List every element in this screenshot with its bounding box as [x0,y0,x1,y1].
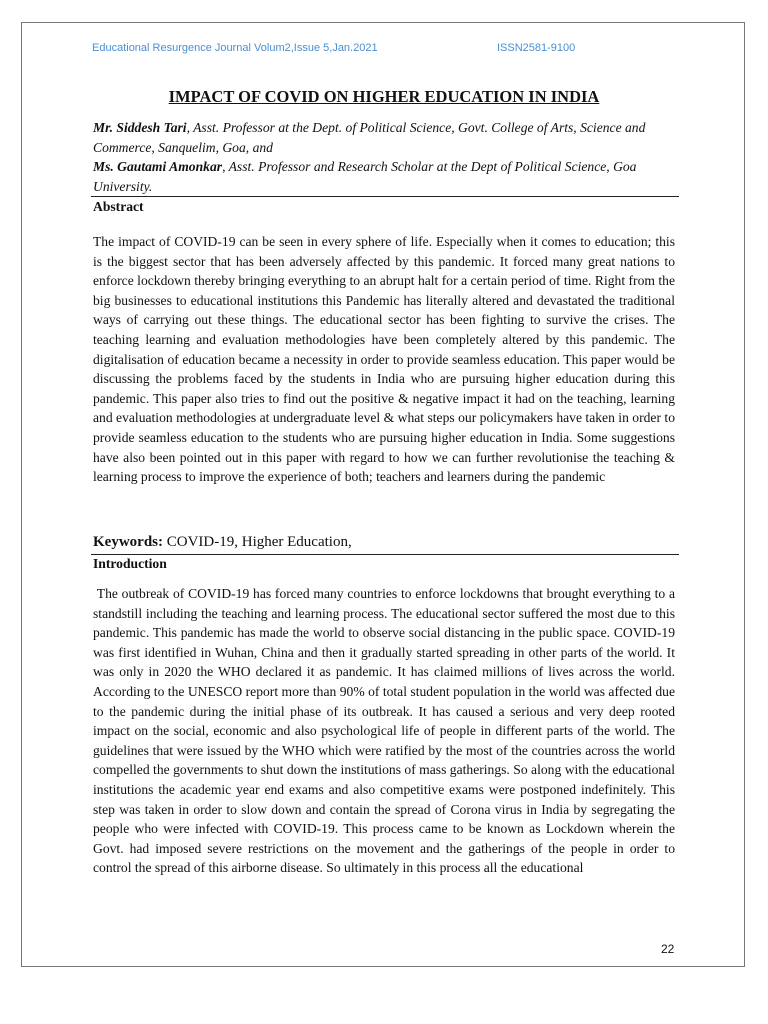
keywords-line [93,534,352,551]
author-block [93,118,683,196]
keywords-label: Keywords: [93,534,163,550]
author-affiliation: , Asst. Professor and Research Scholar at the Dept of Political Science, Goa University. [93,159,637,194]
journal-citation: Educational Resurgence Journal Volum2,Issue 5,Jan.2021 [92,42,378,54]
divider-rule [91,554,679,555]
author-name: Mr. Siddesh Tari [93,120,187,135]
abstract-heading: Abstract [93,199,144,214]
divider-rule [91,196,679,197]
paper-title: IMPACT OF COVID ON HIGHER EDUCATION IN INDIA [168,87,600,106]
introduction-heading: Introduction [93,556,167,571]
introduction-text: The outbreak of COVID-19 has forced many countries to enforce lockdowns that brought everything to a standstill including the teaching and learning process. The educational sector suffered the most due to this pandemic. This pandemic has made the world to observe social distancing in the public space. COVID-19 was first identified in Wuhan, China and then it gradually started spreading in other parts of the world. It was only in 2020 the WHO declared it as pandemic. It has claimed millions of lives across the world. According to the UNESCO report more than 90% of total student population in the world was affected due to the pandemic during the initial phase of its outbreak. It has caused a serious and very deep rooted impact on the social, economic and also psychological life of people in different parts of the world. The guidelines that were issued by the WHO which were ratified by the most of the countries across the world compelled the governments to shut down the institutions of mass gatherings. So along with the educational institutions the academic year end exams and also competitive exams were postponed indefinitely. This step was taken in order to slow down and contain the spread of Corona virus in India by segregating the people who were infected with COVID-19. This process came to be known as Lockdown wherein the Govt. had imposed severe restrictions on the movement and the gatherings of the people in order to control the spread of this airborne disease. So ultimately in this process all the educational [93,586,675,876]
author-entry [93,157,683,196]
keywords-value: COVID-19, Higher Education, [163,534,352,550]
author-entry [93,118,683,157]
issn-number: ISSN2581-9100 [497,42,576,54]
page-number: 22 [661,942,675,956]
author-name: Ms. Gautami Amonkar [93,159,223,174]
author-affiliation: , Asst. Professor at the Dept. of Political Science, Govt. College of Arts, Science and Commerce, Sanquelim, Goa, and [93,120,646,155]
abstract-text: The impact of COVID-19 can be seen in every sphere of life. Especially when it comes to education; this is the biggest sector that has been adversely affected by this pandemic. It forced many great nations to enforce lockdown thereby bringing everything to an abrupt halt for a certain period of time. Right from the big businesses to educational institutions this Pandemic has literally altered and devastated the traditional ways of carrying out these things. The educational sector has been fighting to survive the crises. The teaching learning and evaluation methodologies have been completely altered by this pandemic. The digitalisation of education became a necessity in order to provide seamless education. This paper would be discussing the problems faced by the students in India who are pursuing higher education during this pandemic. This paper also tries to find out the positive & negative impact it had on the teaching, learning and evaluation methodologies at undergraduate level & what steps our policymakers have taken in order to provide seamless education to the students who are pursuing higher education in India. Some suggestions have also been pointed out in this paper with regard to how we can further revolutionise the teaching & learning process to improve the experience of both; teachers and learners during the pandemic [93,234,675,485]
